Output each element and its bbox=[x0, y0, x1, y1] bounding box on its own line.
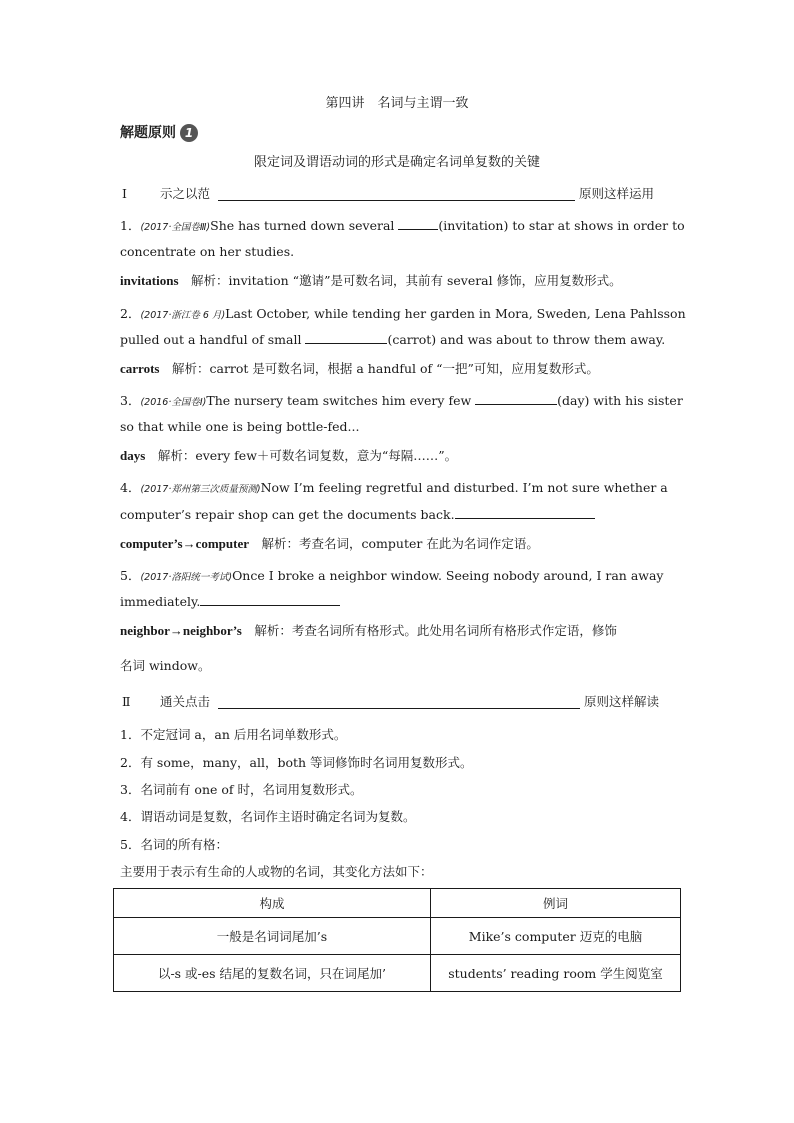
question-5-analysis-continued: 名词 window。 bbox=[120, 658, 211, 673]
section-2-right-label: 原则这样解读 bbox=[584, 694, 660, 709]
question-4-line-2: computer’s repair shop can get the documents back. bbox=[120, 506, 595, 524]
question-5-line-1: 5．(2017·洛阳统一考试)Once I broke a neighbor window. Seeing nobody around, I ran away bbox=[120, 568, 664, 583]
question-2-line-2: pulled out a handful of small (carrot) and was about to throw them away. bbox=[120, 332, 666, 347]
question-4-source: (2017·郑州第三次质量预测) bbox=[140, 484, 261, 495]
question-5-answer: neighbor→neighbor’s 解析：考查名词所有格形式。此处用名词所有格形式作定语，修饰 bbox=[120, 623, 617, 638]
rule-4: 4．谓语动词是复数，名词作主语时确定名词为复数。 bbox=[120, 809, 416, 824]
table-cell: Mike’s computer 迈克的电脑 bbox=[431, 918, 681, 955]
rule-5-description: 主要用于表示有生命的人或物的名词，其变化方法如下： bbox=[120, 864, 433, 879]
table-cell: 一般是名词词尾加’s bbox=[114, 918, 431, 955]
question-3-blank[interactable] bbox=[475, 392, 557, 405]
question-4-answer-word: computer’s→computer bbox=[120, 536, 249, 551]
possessive-table bbox=[113, 888, 681, 992]
section-2-rule bbox=[218, 696, 580, 709]
question-1-source: (2017·全国卷Ⅲ) bbox=[140, 222, 211, 233]
principle-heading bbox=[120, 124, 198, 142]
section-1-rule bbox=[218, 188, 575, 201]
principle-number-badge: 1 bbox=[180, 124, 198, 142]
section-2-left-label: 通关点击 bbox=[160, 694, 211, 709]
question-3-answer-word: days bbox=[120, 448, 146, 463]
table-header-cell: 例词 bbox=[431, 889, 681, 918]
principle-label: 解题原则 bbox=[120, 125, 176, 141]
rule-3: 3．名词前有 one of 时，名词用复数形式。 bbox=[120, 782, 363, 797]
question-4-line-1: 4．(2017·郑州第三次质量预测)Now I’m feeling regretful and disturbed. I’m not sure whether a bbox=[120, 480, 668, 495]
question-1-answer: invitations 解析：invitation “邀请”是可数名词，其前有 several 修饰，应用复数形式。 bbox=[120, 273, 622, 288]
principle-subtitle: 限定词及谓语动词的形式是确定名词单复数的关键 bbox=[253, 155, 540, 170]
section-1-number: Ⅰ bbox=[122, 186, 127, 201]
section-1-left-label: 示之以范 bbox=[160, 186, 211, 201]
question-2-answer: carrots 解析：carrot 是可数名词，根据 a handful of “一把”可知，应用复数形式。 bbox=[120, 361, 599, 376]
question-2-answer-word: carrots bbox=[120, 361, 160, 376]
rule-5: 5．名词的所有格： bbox=[120, 837, 228, 852]
section-2-number: Ⅱ bbox=[122, 694, 131, 709]
question-1-answer-word: invitations bbox=[120, 273, 179, 288]
question-5-blank[interactable] bbox=[200, 593, 340, 606]
table-row bbox=[114, 955, 681, 992]
table-cell: 以-s 或-es 结尾的复数名词，只在词尾加’ bbox=[114, 955, 431, 992]
question-3-line-1: 3．(2016·全国卷Ⅰ)The nursery team switches him every few (day) with his sister bbox=[120, 393, 683, 408]
rule-1: 1．不定冠词 a，an 后用名词单数形式。 bbox=[120, 727, 347, 742]
question-1-blank[interactable] bbox=[398, 217, 438, 230]
page-title: 第四讲 名词与主谓一致 bbox=[325, 96, 469, 111]
question-2-source: (2017·浙江卷 6 月) bbox=[140, 310, 226, 321]
section-2-header bbox=[122, 693, 659, 711]
rule-2: 2．有 some，many，all，both 等词修饰时名词用复数形式。 bbox=[120, 755, 473, 770]
table-cell: students’ reading room 学生阅览室 bbox=[431, 955, 681, 992]
section-1-right-label: 原则这样运用 bbox=[579, 186, 655, 201]
table-row bbox=[114, 918, 681, 955]
question-3-answer: days 解析：every few＋可数名词复数，意为“每隔……”。 bbox=[120, 448, 458, 463]
question-2-blank[interactable] bbox=[305, 331, 387, 344]
question-5-source: (2017·洛阳统一考试) bbox=[140, 572, 233, 583]
question-3-source: (2016·全国卷Ⅰ) bbox=[140, 397, 207, 408]
question-5-answer-word: neighbor→neighbor’s bbox=[120, 623, 242, 638]
question-4-answer: computer’s→computer 解析：考查名词，computer 在此为名词作定语。 bbox=[120, 536, 539, 551]
question-3-line-2: so that while one is being bottle-fed... bbox=[120, 419, 360, 434]
question-2-line-1: 2．(2017·浙江卷 6 月)Last October, while tending her garden in Mora, Sweden, Lena Pahlsson bbox=[120, 306, 686, 321]
table-header-cell: 构成 bbox=[114, 889, 431, 918]
question-1-line-1: 1．(2017·全国卷Ⅲ)She has turned down several (invitation) to star at shows in order to bbox=[120, 218, 685, 233]
section-1-header bbox=[122, 185, 654, 203]
question-4-blank[interactable] bbox=[455, 506, 595, 519]
table-header-row bbox=[114, 889, 681, 918]
question-5-line-2: immediately. bbox=[120, 593, 340, 611]
question-1-line-2: concentrate on her studies. bbox=[120, 244, 295, 259]
